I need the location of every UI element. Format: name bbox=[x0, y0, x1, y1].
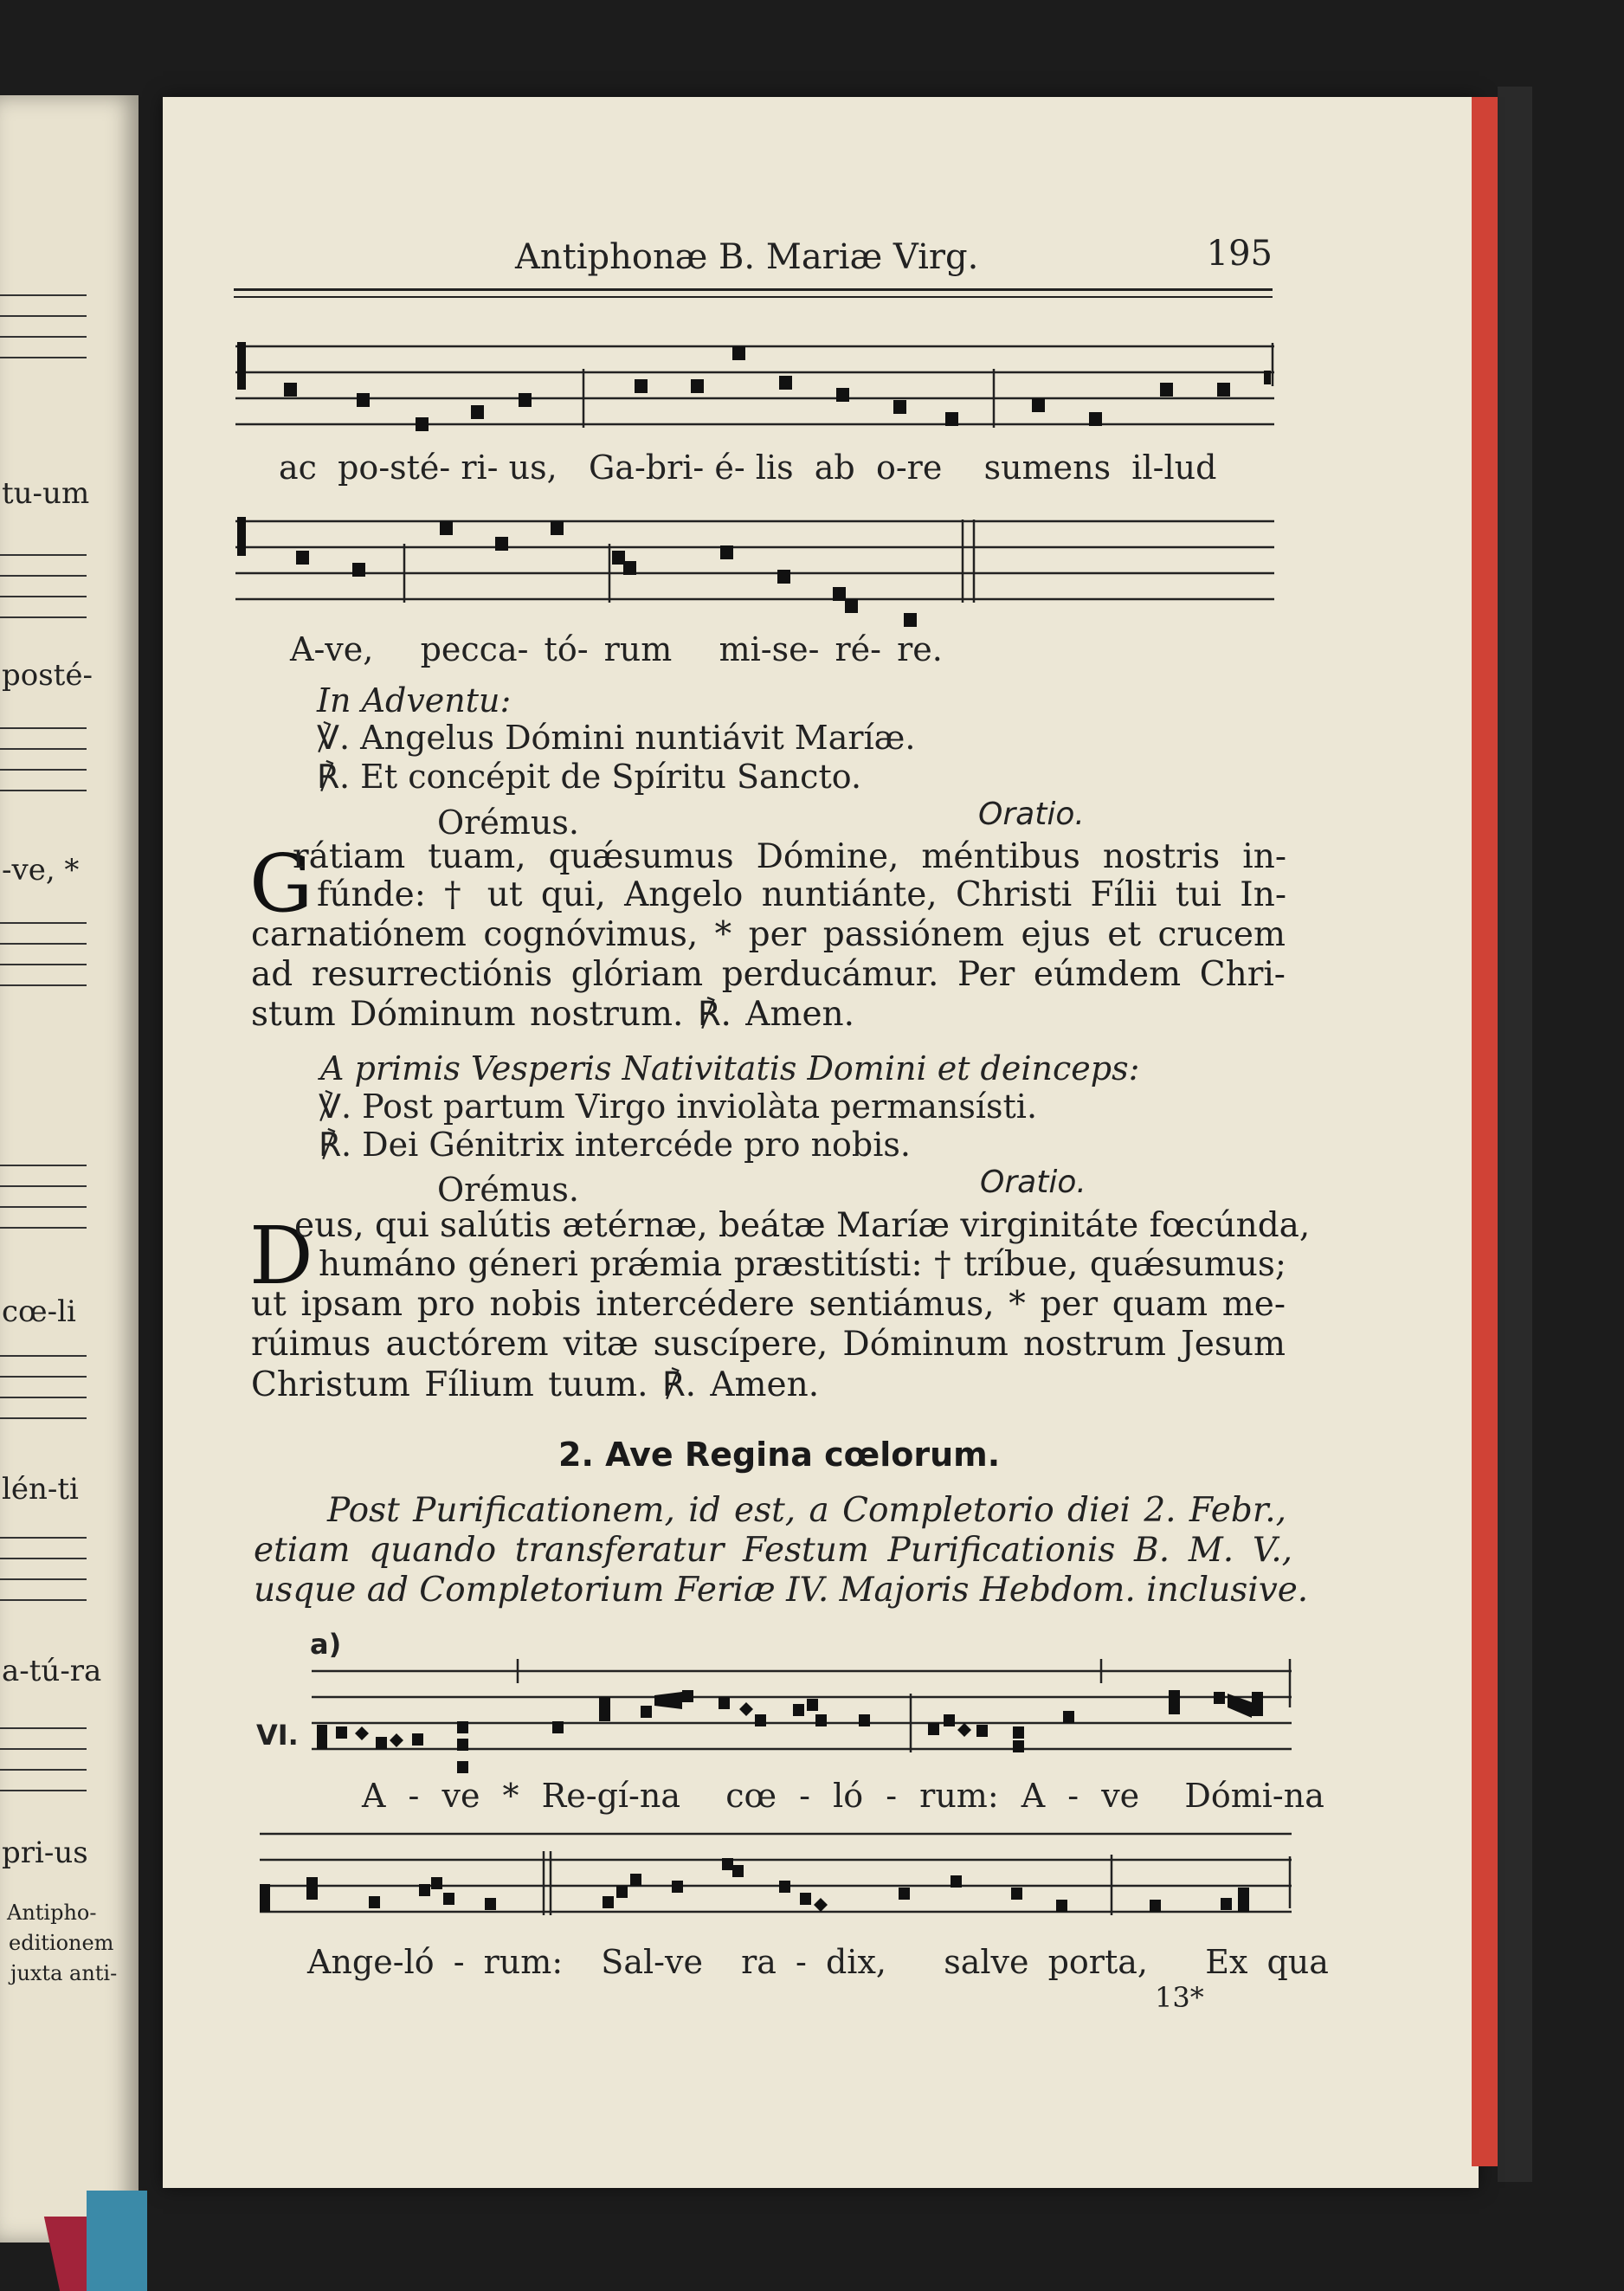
syllable: Ex bbox=[1205, 1943, 1248, 1981]
left-staff bbox=[0, 727, 87, 810]
red-page-edge bbox=[1472, 97, 1498, 2166]
syllable: - bbox=[408, 1777, 420, 1815]
syllable: cœ bbox=[725, 1777, 777, 1815]
header-rule bbox=[234, 296, 1273, 298]
lyrics-line bbox=[307, 1943, 1329, 1981]
left-facing-page bbox=[0, 95, 139, 2243]
syllable: ra bbox=[741, 1943, 777, 1981]
rubric-line: usque ad Completorium Feriæ IV. Majoris Hebdom. inclusive. bbox=[254, 1571, 1309, 1610]
syllable: ri- bbox=[461, 449, 499, 487]
syllable: - bbox=[799, 1777, 810, 1815]
prayer-line: rátiam tuam, quǽsumus Dómine, méntibus nostris in- bbox=[293, 837, 1286, 876]
oremus: Orémus. bbox=[437, 803, 579, 842]
left-page-fragment: Antipho- bbox=[7, 1901, 97, 1925]
book-cover-edge bbox=[1498, 87, 1532, 2182]
left-page-fragment: tu-um bbox=[2, 476, 90, 511]
syllable: ve bbox=[441, 1777, 480, 1815]
oremus: Orémus. bbox=[437, 1171, 579, 1209]
left-page-fragment: posté- bbox=[2, 658, 93, 693]
rubric: A primis Vesperis Nativitatis Domini et deinceps: bbox=[320, 1049, 1140, 1087]
left-staff bbox=[0, 1165, 87, 1248]
left-page-fragment: juxta anti- bbox=[10, 1961, 118, 1985]
syllable: pecca- bbox=[420, 630, 529, 668]
rubric: In Adventu: bbox=[317, 681, 512, 720]
syllable: A bbox=[1021, 1777, 1046, 1815]
running-title: Antiphonæ B. Mariæ Virg. bbox=[515, 237, 979, 277]
syllable: Re-gí-na bbox=[541, 1777, 681, 1815]
syllable: Ange-ló bbox=[307, 1943, 435, 1981]
section-title: 2. Ave Regina cœlorum. bbox=[558, 1436, 1001, 1474]
page-number: 195 bbox=[1206, 234, 1273, 274]
response: ℟. Dei Génitrix intercéde pro nobis. bbox=[319, 1126, 911, 1164]
chant-staff bbox=[260, 1825, 1294, 1938]
rubric-line: etiam quando transferatur Festum Purificationis B. M. V., bbox=[254, 1531, 1292, 1570]
left-page-fragment: cœ-li bbox=[2, 1294, 76, 1329]
syllable: Sal-ve bbox=[601, 1943, 703, 1981]
syllable: porta, bbox=[1047, 1943, 1148, 1981]
left-staff bbox=[0, 294, 87, 378]
syllable: ve bbox=[1101, 1777, 1140, 1815]
drop-capital: G bbox=[249, 837, 313, 930]
header-rule bbox=[234, 288, 1273, 291]
lyrics-line bbox=[362, 1777, 1324, 1815]
syllable: rum: bbox=[483, 1943, 564, 1981]
oratio-label: Oratio. bbox=[978, 797, 1085, 832]
syllable: tó- bbox=[544, 630, 589, 668]
chant-staff bbox=[312, 1654, 1294, 1784]
syllable: ac bbox=[279, 449, 317, 487]
lyrics-line bbox=[290, 630, 943, 668]
versicle: ℣. Angelus Dómini nuntiávit Maríæ. bbox=[317, 719, 916, 757]
syllable: po-sté- bbox=[338, 449, 451, 487]
syllable: Ga-bri- bbox=[588, 449, 705, 487]
syllable: sumens bbox=[983, 449, 1112, 487]
syllable: o-re bbox=[875, 449, 943, 487]
syllable: salve bbox=[944, 1943, 1029, 1981]
syllable: rum: bbox=[919, 1777, 999, 1815]
mode-label: VI. bbox=[256, 1719, 299, 1752]
left-page-fragment: pri-us bbox=[2, 1836, 88, 1870]
syllable: A-ve, bbox=[290, 630, 374, 668]
versicle: ℣. Post partum Virgo inviolàta permansísti. bbox=[319, 1087, 1038, 1126]
prayer-line: ad resurrectiónis glóriam perducámur. Per eúmdem Chri- bbox=[251, 955, 1286, 994]
page-header bbox=[234, 147, 1273, 277]
syllable: A bbox=[362, 1777, 386, 1815]
syllable: - bbox=[796, 1943, 807, 1981]
left-page-fragment: lén-ti bbox=[2, 1472, 79, 1507]
left-page-fragment: a-tú-ra bbox=[2, 1654, 102, 1688]
response: ℟. Et concépit de Spíritu Sancto. bbox=[317, 758, 862, 796]
syllable: mi-se- bbox=[719, 630, 820, 668]
ribbon-bookmark bbox=[87, 2191, 147, 2291]
chant-staff bbox=[235, 338, 1279, 442]
prayer-line: ut ipsam pro nobis intercédere sentiámus, * per quam me- bbox=[251, 1285, 1286, 1324]
syllable: - bbox=[886, 1777, 898, 1815]
syllable: qua bbox=[1266, 1943, 1329, 1981]
left-page-fragment: editionem bbox=[9, 1931, 114, 1955]
left-staff bbox=[0, 554, 87, 637]
rubric-line: Post Purificationem, id est, a Completorio diei 2. Febr., bbox=[327, 1491, 1286, 1530]
syllable: Dómi-na bbox=[1184, 1777, 1324, 1815]
syllable: rum bbox=[603, 630, 673, 668]
syllable: - bbox=[1067, 1777, 1079, 1815]
syllable: dix, bbox=[825, 1943, 886, 1981]
syllable: il-lud bbox=[1131, 449, 1217, 487]
prayer-line: Christum Fílium tuum. ℟. Amen. bbox=[251, 1365, 820, 1404]
left-staff bbox=[0, 922, 87, 1005]
syllable: - bbox=[453, 1943, 465, 1981]
chant-staff bbox=[235, 513, 1279, 634]
syllable: re. bbox=[897, 630, 943, 668]
syllable: lis bbox=[755, 449, 794, 487]
left-staff bbox=[0, 1537, 87, 1620]
prayer-line: stum Dóminum nostrum. ℟. Amen. bbox=[251, 995, 855, 1034]
syllable: us, bbox=[508, 449, 557, 487]
left-staff bbox=[0, 1355, 87, 1438]
syllable: ló bbox=[833, 1777, 864, 1815]
prayer-line: humáno géneri prǽmia præstitísti: † tríbue, quǽsumus; bbox=[319, 1245, 1286, 1284]
prayer-line: eus, qui salútis ætérnæ, beátæ Maríæ virginitáte fœcúnda, bbox=[294, 1206, 1311, 1245]
variant-label: a) bbox=[310, 1628, 342, 1661]
prayer-line: rúimus auctórem vitæ suscípere, Dóminum nostrum Jesum bbox=[251, 1325, 1286, 1364]
syllable: ré- bbox=[835, 630, 882, 668]
syllable: é- bbox=[714, 449, 745, 487]
lyrics-line bbox=[279, 449, 1216, 487]
prayer-line: carnatiónem cognóvimus, * per passiónem ejus et crucem bbox=[251, 915, 1286, 954]
left-staff bbox=[0, 1727, 87, 1810]
signature-mark: 13* bbox=[1155, 1981, 1204, 2014]
drop-capital: D bbox=[249, 1210, 313, 1302]
oratio-label: Oratio. bbox=[980, 1165, 1086, 1200]
left-page-fragment: -ve, * bbox=[2, 853, 80, 887]
prayer-line: fúnde: † ut qui, Angelo nuntiánte, Christi Fílii tui In- bbox=[317, 875, 1286, 914]
syllable: * bbox=[502, 1777, 519, 1815]
syllable: ab bbox=[814, 449, 855, 487]
